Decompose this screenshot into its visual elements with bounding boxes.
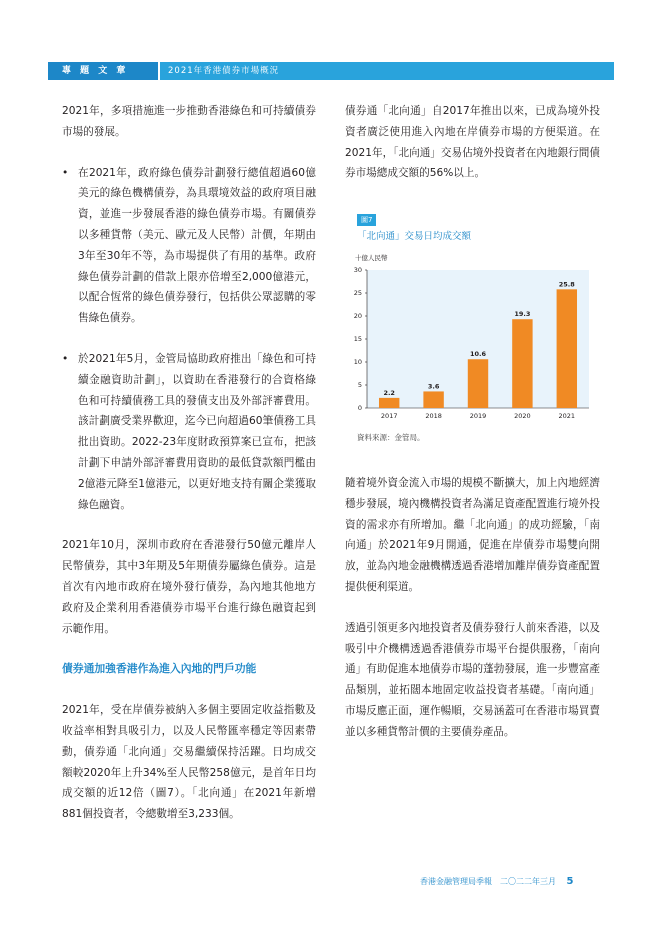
y-tick-label: 5 (357, 381, 362, 390)
y-tick-label: 0 (357, 404, 362, 413)
southbound-paragraph: 隨着境外資金流入市場的規模不斷擴大，加上內地經濟穩步發展，境內機構投資者為滿足資產配置進行境外投資的需求亦有所增加。繼「北向通」的成功經驗，「南向通」於2021年9月開通，促進在岸債券市場雙向開放，並為內地金融機構透過香港增加離岸債券資產配置提供便利渠道。 (345, 477, 600, 593)
x-tick-label: 2017 (380, 412, 398, 420)
bullet-text: 在2021年，政府綠色債券計劃發行總值超過60億美元的綠色機構債券，為具環境效益的政府項目融資，並進一步發展香港的綠色債券市場。有關債券以多種貨幣（美元、歐元及人民幣）計價，年期由3年至30年不等，為市場提供了有用的基準。政府綠色債券計劃的借款上限亦倍增至2,000億港元，以配合恆常的綠色債券發行，包括供公眾認購的零售綠色債券。 (78, 166, 316, 325)
section-heading: 債券通加強香港作為進入內地的門戶功能 (62, 662, 257, 676)
x-tick-label: 2018 (425, 412, 442, 420)
intro-paragraph: 2021年，多項措施進一步推動香港綠色和可持續債券市場的發展。 (62, 105, 316, 138)
bar (423, 391, 443, 408)
southbound-benefits-paragraph: 透過引領更多內地投資者及債券發行人前來香港，以及吸引中介機構透過香港債券市場平台提供服務，「南向通」有助促進本地債券市場的蓬勃發展，進一步豐富產品類別，並拓闊本地固定收益投資者基礎。「南向通」市場反應正面，運作暢順，交易涵蓋可在香港市場買賣並以多種貨幣計價的主要債券產品。 (345, 621, 600, 738)
bar-value-label: 10.6 (469, 350, 487, 359)
bar-value-label: 3.6 (427, 382, 440, 391)
y-tick-label: 20 (353, 312, 362, 321)
bullet-item-green-bond (62, 163, 316, 329)
section-label: 專 題 文 章 (48, 62, 158, 80)
right-column-top (345, 101, 600, 184)
northbound-paragraph: 債券通「北向通」自2017年推出以來，已成為境外投資者廣泛使用進入內地在岸債券市場的方便渠道。在2021年，「北向通」交易佔境外投資者在內地銀行間債券市場總成交額的56%以上。 (345, 105, 600, 180)
x-tick-label: 2020 (514, 412, 531, 420)
publication-name: 香港金融管理局季報 二〇二二年三月 (420, 877, 556, 886)
right-column-bottom (345, 473, 600, 743)
page-number: 5 (566, 876, 574, 887)
shenzhen-paragraph: 2021年10月，深圳市政府在香港發行50億元離岸人民幣債券，其中3年期及5年期債券屬綠色債券。這是首次有內地市政府在境外發行債券，為內地其他地方政府及企業利用香港債券市場平台進行綠色融資起到示範作用。 (62, 539, 316, 635)
y-tick-label: 15 (353, 335, 362, 344)
bar-value-label: 2.2 (383, 388, 395, 397)
x-tick-label: 2021 (558, 412, 576, 420)
figure-label: 圖7 (357, 214, 376, 226)
chart-source: 資料來源：金管局。 (357, 433, 425, 442)
bar-chart (345, 248, 600, 428)
y-tick-label: 30 (353, 266, 362, 275)
left-column (62, 101, 316, 825)
bar (512, 319, 532, 408)
bar-value-label: 25.8 (558, 280, 575, 289)
chart-title: 「北向通」交易日均成交額 (357, 231, 472, 242)
bullet-dot: • (62, 352, 69, 365)
bar (379, 398, 399, 408)
x-tick-label: 2019 (469, 412, 487, 420)
bar-value-label: 19.3 (514, 310, 531, 319)
page-footer (420, 876, 600, 887)
y-tick-label: 10 (353, 358, 362, 367)
bullet-item-grant-scheme (62, 349, 316, 515)
article-title: 2021年香港債券市場概況 (160, 62, 614, 80)
bullet-text: 於2021年5月，金管局協助政府推出「綠色和可持續金融資助計劃」，以資助在香港發行的合資格綠色和可持續債務工具的發債支出及外部評審費用。該計劃廣受業界歡迎，迄今已向超過60筆債務工具批出資助。2022-23年度財政預算案已宣布，把該計劃下申請外部評審費用資助的最低貸款額門檻由2億港元降至1億港元，以更好地支持有關企業獲取綠色融資。 (78, 352, 316, 511)
bar (557, 289, 577, 408)
chart-figure (345, 208, 600, 452)
y-tick-label: 25 (353, 289, 362, 298)
bond-connect-paragraph: 2021年，受在岸債券被納入多個主要固定收益指數及收益率相對具吸引力，以及人民幣匯率穩定等因素帶動，債券通「北向通」交易繼續保持活躍。日均成交額較2020年上升34%至人民幣258億元，是首年日均成交額的近12倍（圖7）。「北向通」在2021年新增881個投資者，令總數增至3,233個。 (62, 704, 316, 821)
y-axis-label: 十億人民幣 (355, 254, 388, 262)
bullet-dot: • (62, 166, 69, 179)
bar (468, 359, 488, 408)
